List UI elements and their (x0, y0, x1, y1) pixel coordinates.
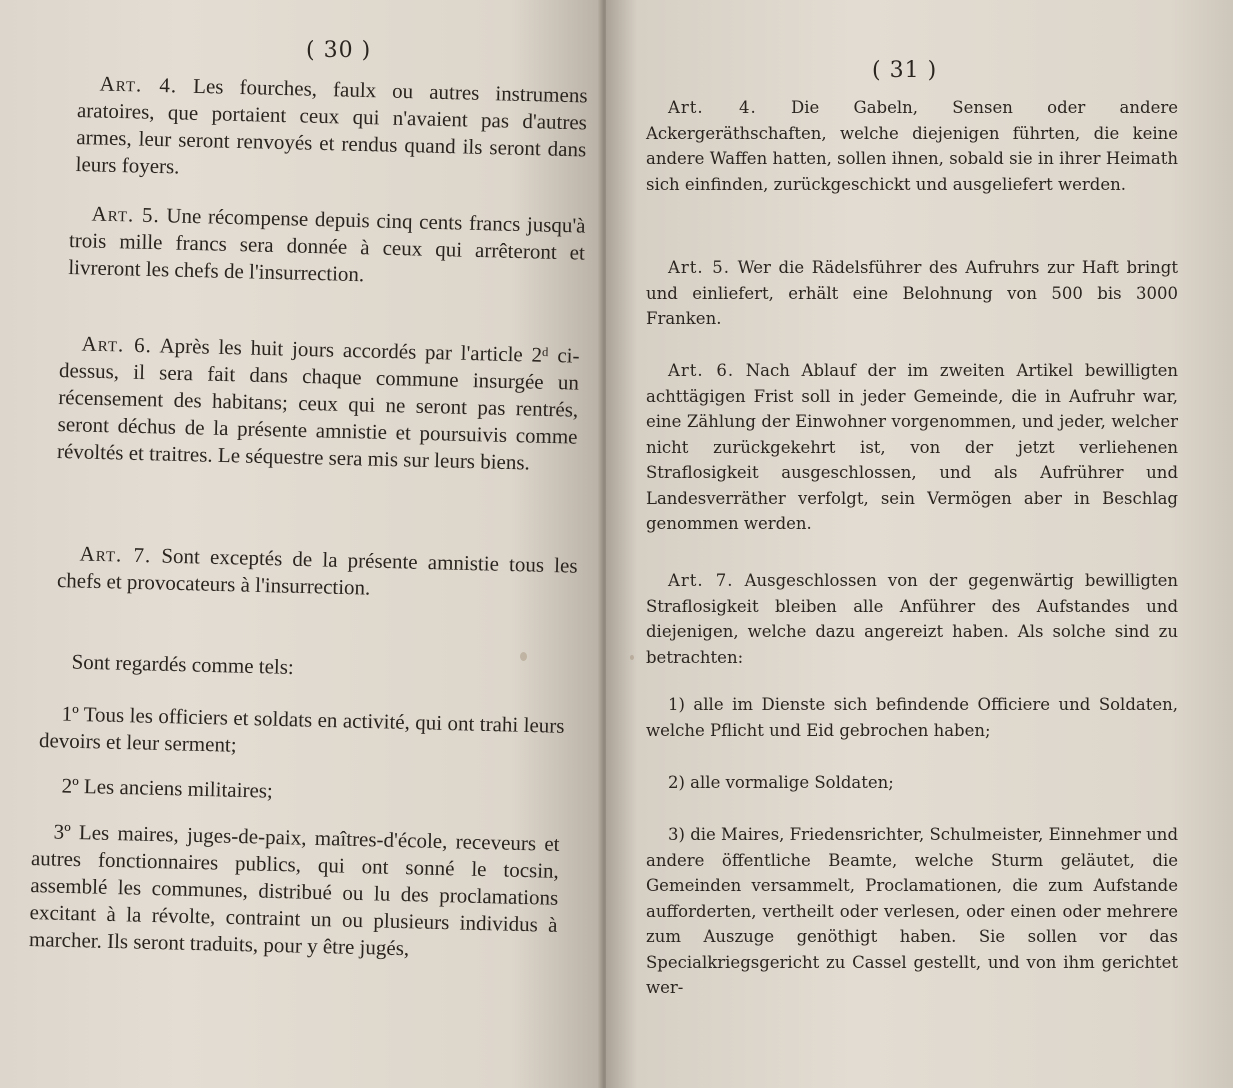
fr-item-2 (39, 772, 565, 812)
de-article-7 (646, 568, 1178, 670)
de-article-4-head: Art. 4. (668, 98, 757, 117)
de-article-5-head: Art. 5. (668, 258, 731, 277)
de-item-1-text: 1) alle im Dienste sich befindende Officiere und Soldaten, welche Pflicht und Eid gebrochen haben; (646, 695, 1178, 740)
de-article-7-head: Art. 7. (668, 571, 734, 590)
de-article-5 (646, 255, 1178, 332)
fr-article-4-text: Les fourches, faulx ou autres instrumens aratoires, que portaient ceux qui n'avaient pas d'autres armes, leur seront renvoyés et rendus quand ils seront dans leurs foyers. (75, 73, 588, 179)
fr-item-1 (39, 700, 565, 767)
de-item-3 (646, 822, 1178, 1001)
fr-article-4 (75, 70, 587, 190)
de-article-5-text: Wer die Rädelsführer des Aufruhrs zur Haft bringt und einliefert, erhält eine Belohnung von 500 bis 3000 Franken. (646, 258, 1178, 328)
fr-item-1-text: 1º Tous les officiers et soldats en activité, qui ont trahi leurs devoirs et leur serment; (38, 701, 565, 757)
de-item-2 (646, 770, 1178, 796)
right-page (606, 0, 1233, 1088)
de-article-4-text: Die Gabeln, Sensen oder andere Ackergeräthschaften, welche diejenigen führten, die keine andere Waffen hatten, sollen ihnen, sobald sie in ihrer Heimath sich einfinden, zurückgeschickt und ausgeliefert werden. (646, 98, 1178, 194)
de-article-6-head: Art. 6. (668, 361, 735, 380)
fr-article-7-text: Sont exceptés de la présente amnistie tous les chefs et provocateurs à l'insurrection. (56, 543, 578, 600)
fr-article-6-head: Art. 6. (81, 331, 153, 358)
fr-article-7-head: Art. 7. (79, 541, 152, 568)
ink-stain (520, 652, 527, 661)
fr-item-3-text: 3º Les maires, juges-de-paix, maîtres-d'école, receveurs et autres fonctionnaires publics, qui ont sonné le tocsin, assemblé les communes, distribué ou lu des proclamations excitant à la révolte, contraint un ou plusieurs individus à marcher. Ils seront traduits, pour y être jugés, (28, 819, 560, 961)
left-page (0, 0, 602, 1088)
fr-article-6 (57, 330, 580, 478)
de-article-7-text: Ausgeschlossen von der gegenwärtig bewilligten Straflosigkeit bleiben alle Anführer des Aufstandes und diejenigen, welche dazu angereizt haben. Als solche sind zu betrachten: (646, 571, 1179, 667)
de-item-1 (646, 692, 1178, 743)
fr-article-5 (68, 200, 586, 294)
de-article-6-text: Nach Ablauf der im zweiten Artikel bewilligten achttägigen Frist soll in jeder Gemeinde, die in Aufruhr war, eine Zählung der Einwohner vorgenommen, und jeder, welcher nicht zurückgekehrt ist, von der jetzt verliehenen Straflosigkeit ausgeschlossen, und als Aufrührer und Landesverräther verfolgt, sein Vermögen aber in Beschlag genommen werden. (646, 361, 1178, 533)
fr-item-3 (29, 818, 560, 966)
right-page-number: ( 31 ) (872, 58, 938, 83)
fr-item-2-text: 2º Les anciens militaires; (61, 773, 274, 803)
de-article-4 (646, 95, 1178, 197)
de-article-6 (646, 358, 1178, 537)
fr-article-5-text: Une récompense depuis cinq cents francs jusqu'à trois mille francs sera donnée à ceux qui arrêteront et livreront les chefs de l'insurrection. (68, 203, 586, 287)
fr-article-4-head: Art. 4. (99, 71, 178, 98)
de-item-2-text: 2) alle vormalige Soldaten; (668, 773, 894, 792)
ink-speck (630, 655, 634, 660)
fr-regardes-line (49, 648, 570, 688)
fr-article-5-head: Art. 5. (91, 201, 161, 228)
de-item-3-text: 3) die Maires, Friedensrichter, Schulmeister, Einnehmer und andere öffentliche Beamte, welche Sturm geläutet, die Gemeinden versammelt, Proclamationen, die zum Aufstande aufforderten, vertheilt oder verlesen, oder einen oder mehrere zum Auszuge genöthigt haben. Sie sollen vor das Specialkriegsgericht zu Cassel gestellt, und von ihm gerichtet wer- (646, 825, 1178, 997)
left-page-number: ( 30 ) (306, 38, 372, 63)
fr-article-7 (57, 540, 578, 607)
fr-article-6-text: Après les huit jours accordés par l'article 2ᵈ ci-dessus, il sera fait dans chaque commune insurgée un récensement des habitans; ceux qui ne seront pas rentrés, seront déchus de la présente amnistie et poursuivis comme révoltés et traitres. Le séquestre sera mis sur leurs biens. (56, 333, 580, 475)
fr-regardes-text: Sont regardés comme tels: (71, 649, 295, 679)
